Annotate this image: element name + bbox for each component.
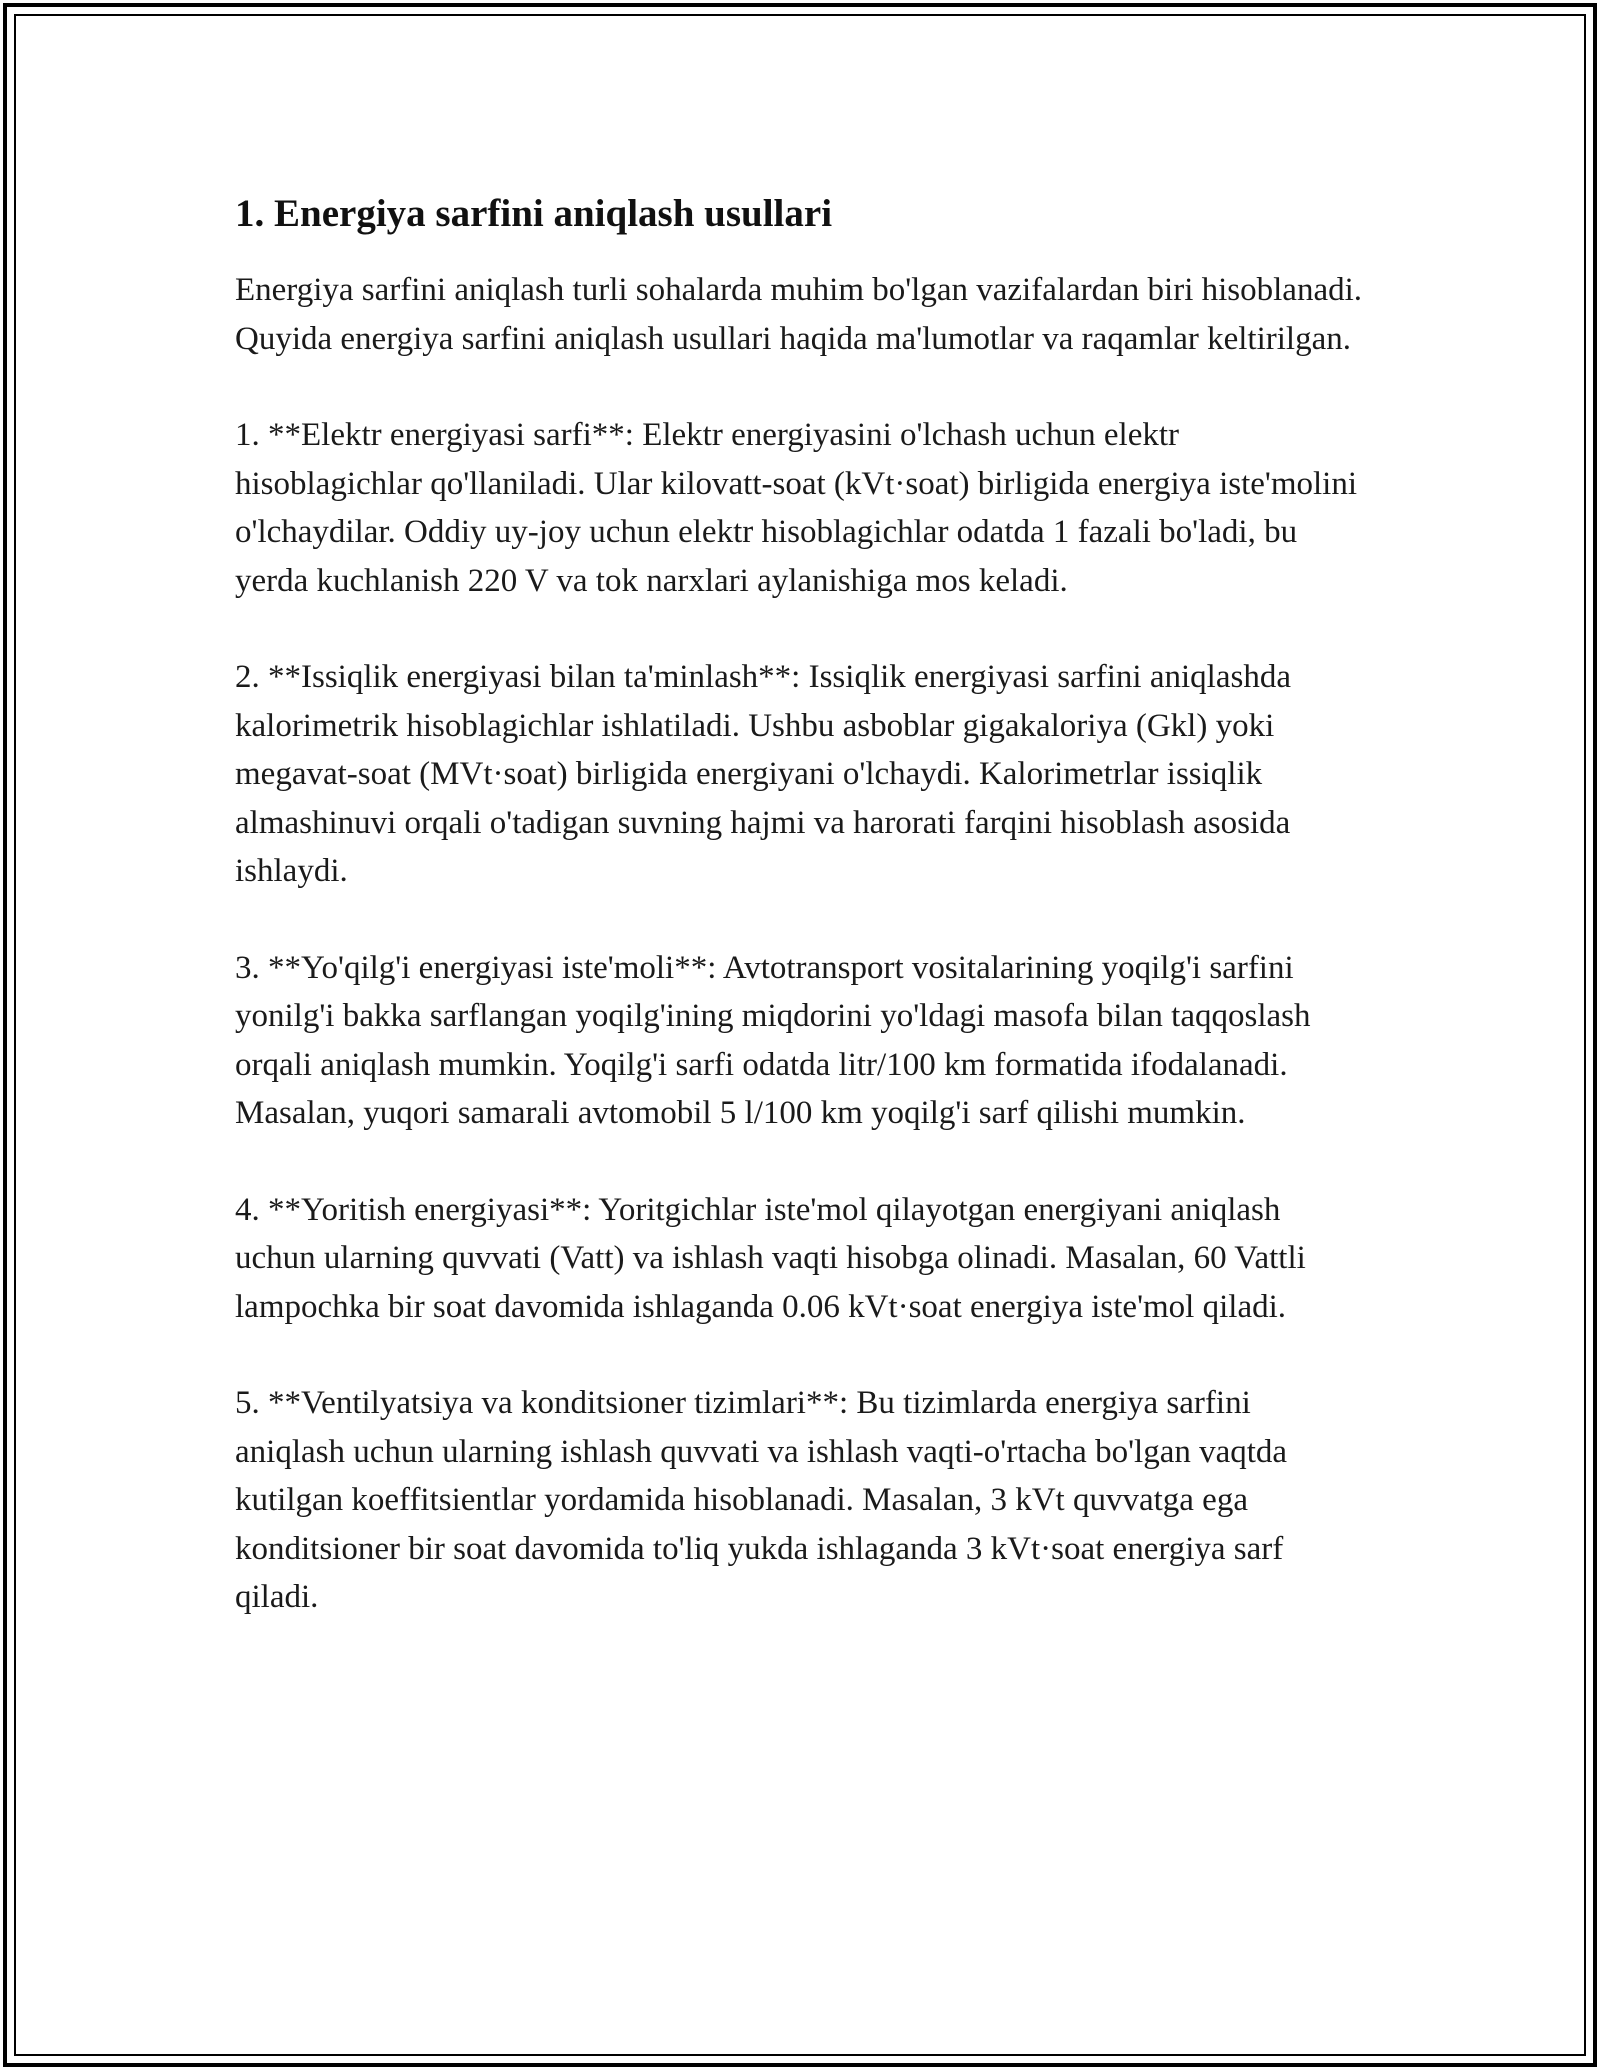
list-item-heat: 2. **Issiqlik energiyasi bilan ta'minlash**: Issiqlik energiyasi sarfini aniqlashda kalorimetrik hisoblagichlar ishlatiladi. Ushbu asboblar gigakaloriya (Gkl) yoki megavat-soat (MVt·soat) birligida energiyani o'lchaydi. Kalorimetrlar issiqlik almashinuvi orqali o'tadigan suvning hajmi va harorati farqini hisoblash asosida ishlaydi. [235,659,1291,889]
list-item-lighting: 4. **Yoritish energiyasi**: Yoritgichlar iste'mol qilayotgan energiyani aniqlash uchun ularning quvvati (Vatt) va ishlash vaqti hisobga olinadi. Masalan, 60 Vattli lampochka bir soat davomida ishlaganda 0.06 kVt·soat energiya iste'mol qiladi. [235,1191,1306,1325]
list-item-fuel: 3. **Yo'qilg'i energiyasi iste'moli**: Avtotransport vositalarining yoqilg'i sarfini yonilg'i bakka sarflangan yoqilg'ining miqdorini yo'ldagi masofa bilan taqqoslash orqali aniqlash mumkin. Yoqilg'i sarfi odatda litr/100 km formatida ifodalanadi. Masalan, yuqori samarali avtomobil 5 l/100 km yoqilg'i sarf qilishi mumkin. [235,949,1311,1131]
intro-paragraph: Energiya sarfini aniqlash turli sohalarda muhim bo'lgan vazifalardan biri hisoblanadi. Quyida energiya sarfini aniqlash usullari haqida ma'lumotlar va raqamlar keltirilgan. [235,272,1363,357]
document-body [235,186,1365,1670]
section-title: 1. Energiya sarfini aniqlash usullari [235,192,833,235]
list-item-ventilation: 5. **Ventilyatsiya va konditsioner tizimlari**: Bu tizimlarda energiya sarfini aniqlash uchun ularning ishlash quvvati va ishlash vaqti-o'rtacha bo'lgan vaqtda kutilgan koeffitsientlar yordamida hisoblanadi. Masalan, 3 kVt quvvatga ega konditsioner bir soat davomida to'liq yukda ishlaganda 3 kVt·soat energiya sarf qiladi. [235,1385,1288,1615]
list-item-electricity: 1. **Elektr energiyasi sarfi**: Elektr energiyasini o'lchash uchun elektr hisoblagichlar qo'llaniladi. Ular kilovatt-soat (kVt·soat) birligida energiya iste'molini o'lchaydilar. Oddiy uy-joy uchun elektr hisoblagichlar odatda 1 fazali bo'ladi, bu yerda kuchlanish 220 V va tok narxlari aylanishiga mos keladi. [235,417,1358,599]
